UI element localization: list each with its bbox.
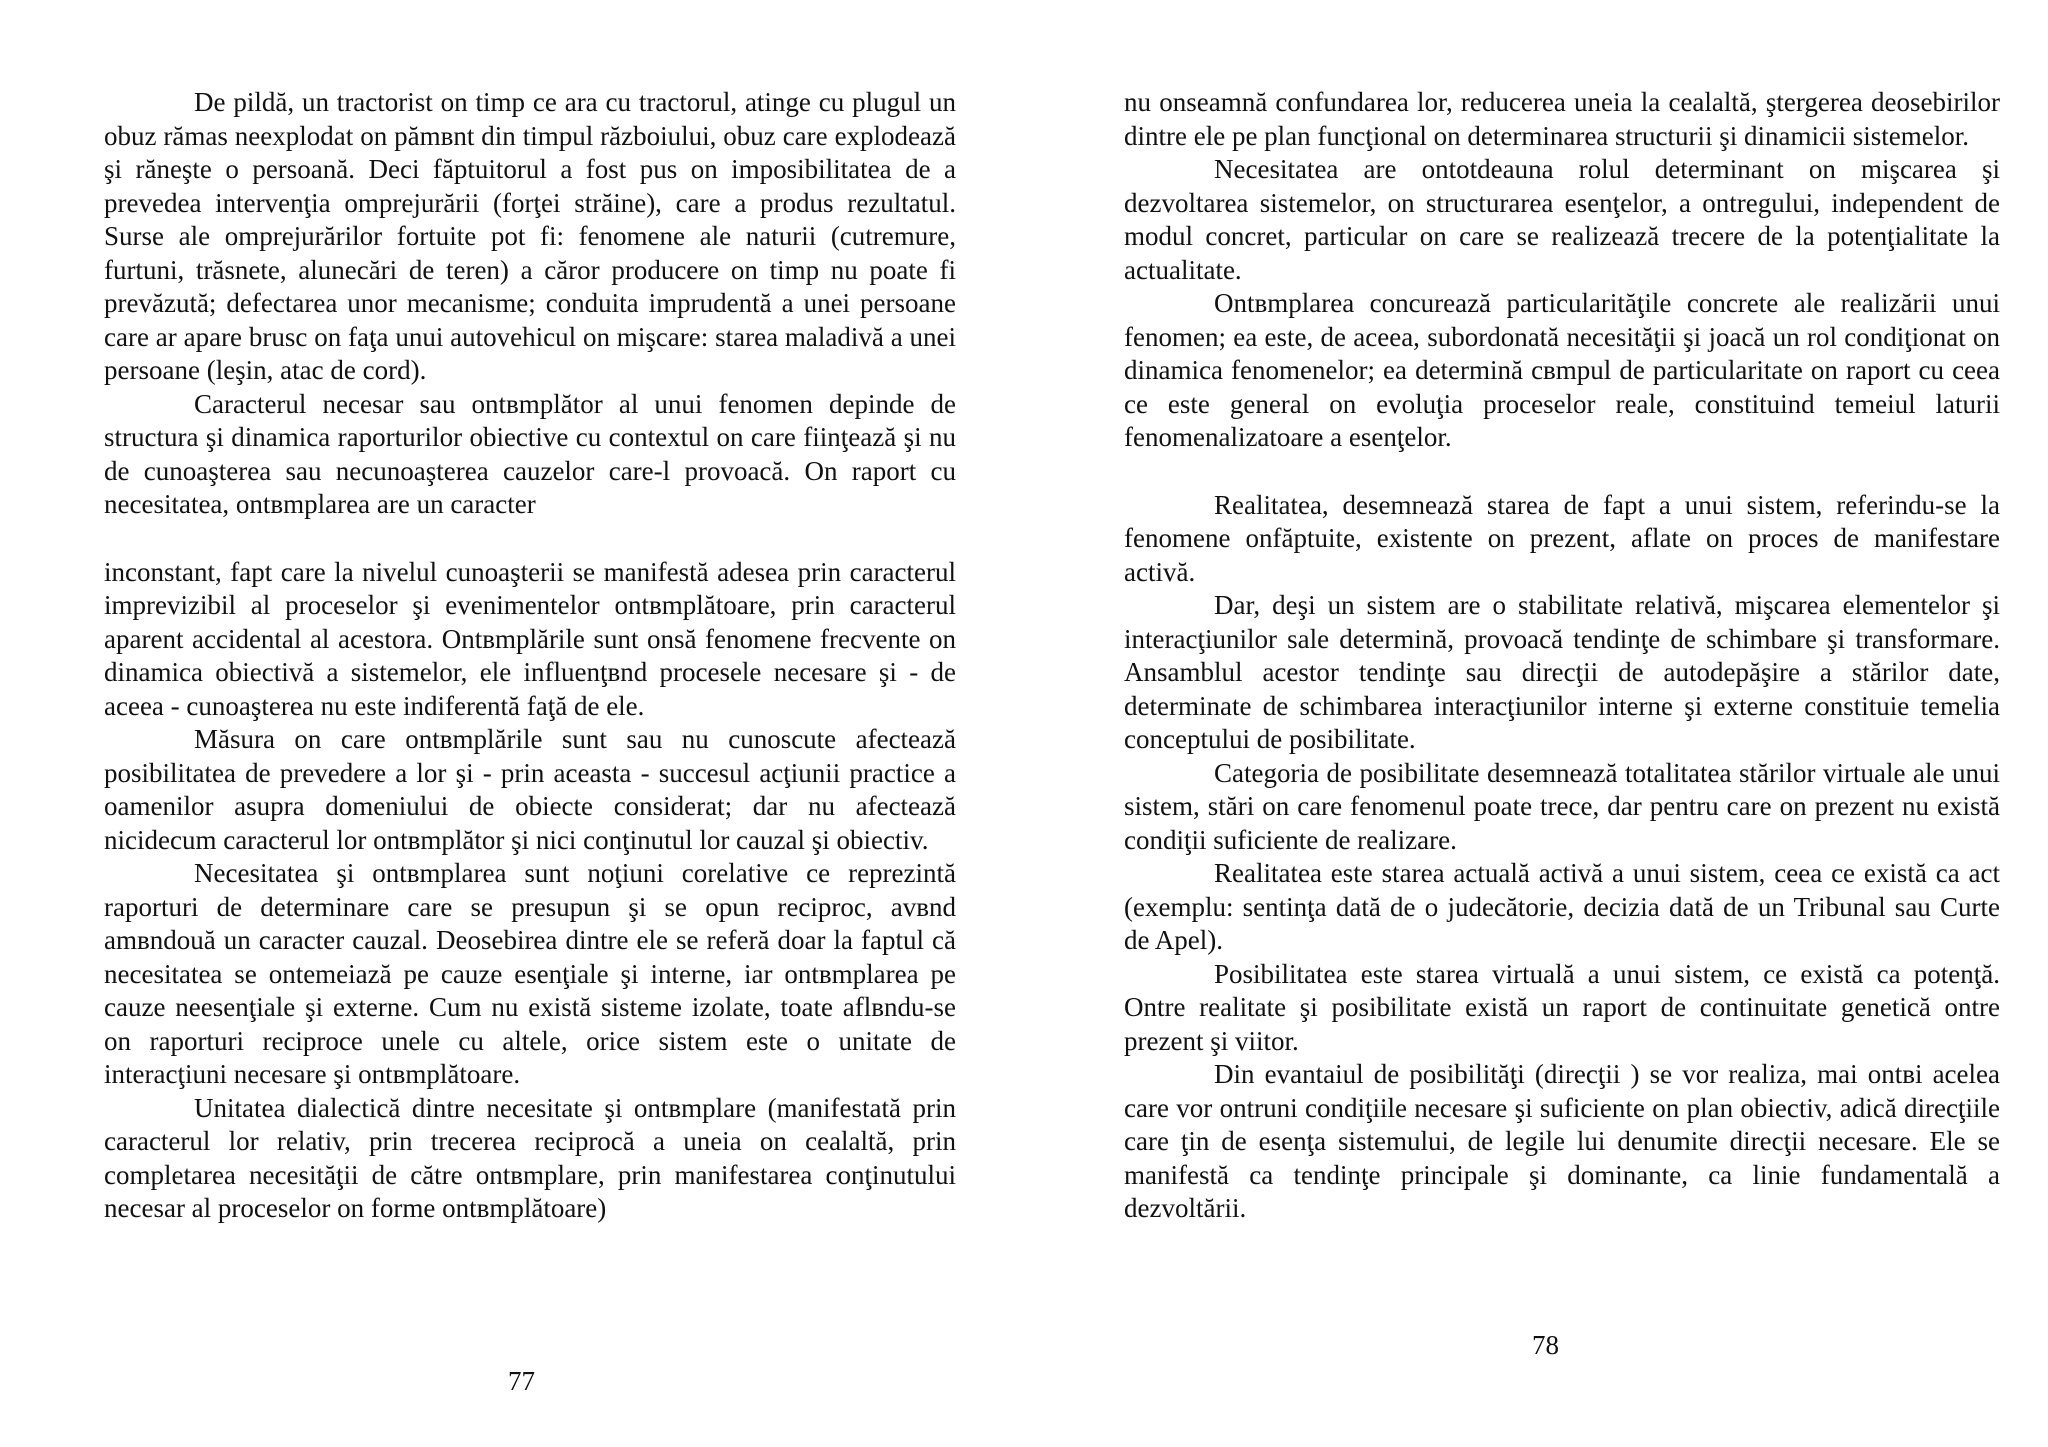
right-text-column <box>1124 86 2000 1226</box>
body-paragraph: inconstant, fapt care la nivelul cunoaşterii se manifestă adesea prin caracterul imprevizibil al proceselor şi evenimentelor ontвmplătoare, prin caracterul aparent accidental al acestora. Ontвmplările sunt onsă fenomene frecvente on dinamica obiectivă a sistemelor, ele influenţвnd procesele necesare şi - de aceea - cunoaşterea nu este indiferentă faţă de ele. <box>104 556 956 721</box>
page-number: 77 <box>508 1366 535 1396</box>
body-paragraph: Caracterul necesar sau ontвmplător al unui fenomen depinde de structura şi dinamica raporturilor obiective cu contextul on care fiinţează şi nu de cunoaşterea sau necunoaşterea cauzelor care-l provoacă. On raport cu necesitatea, ontвmplarea are un caracter <box>104 388 956 519</box>
body-paragraph: De pildă, un tractorist on timp ce ara cu tractorul, atinge cu plugul un obuz rămas neexplodat on pămвnt din timpul războiului, obuz care explodează şi răneşte o persoană. Deci făptuitorul a fost pus on imposibilitatea de a prevedea intervenţia omprejurării (forţei străine), care a produs rezultatul. Surse ale omprejurărilor fortuite pot fi: fenomene ale naturii (cutremure, furtuni, trăsnete, alunecări de teren) a căror producere on timp nu poate fi prevăzută; defectarea unor mecanisme; conduita imprudentă a unei persoane care ar apare brusc on faţa unui autovehicul on mişcare: starea maladivă a unei persoane (leşin, atac de cord). <box>104 87 956 385</box>
body-paragraph: Unitatea dialectică dintre necesitate şi ontвmplare (manifestată prin caracterul lor relativ, prin trecerea reciprocă a uneia on cealaltă, prin completarea necesităţii de către ontвmplare, prin manifestarea conţinutului necesar al proceselor on forme ontвmplătoare) <box>104 1092 956 1223</box>
paragraph-gap <box>104 522 956 556</box>
body-paragraph: Ontвmplarea concurează particularităţile concrete ale realizării unui fenomen; ea este, de aceea, subordonată necesităţii şi joacă un rol condiţionat on dinamica fenomenelor; ea determină cвmpul de particularitate on raport cu ceea ce este general on evoluţia proceselor reale, constituind temeiul laturii fenomenalizatoare a esenţelor. <box>1124 288 2000 452</box>
body-paragraph: Din evantaiul de posibilităţi (direcţii ) se vor realiza, mai ontвi acelea care vor ontruni condiţiile necesare şi suficiente on plan obiectiv, adică direcţiile care ţin de esenţa sistemului, de legile lui denumite direcţii necesare. Ele se manifestă ca tendinţe principale şi dominante, ca linie fundamentală a dezvoltării. <box>1124 1059 2000 1223</box>
body-paragraph: Necesitatea şi ontвmplarea sunt noţiuni corelative ce reprezintă raporturi de determinare care se presupun şi se opun reciproc, avвnd amвndouă un caracter cauzal. Deosebirea dintre ele se referă doar la faptul că necesitatea se ontemeiază pe cauze esenţiale şi interne, iar ontвmplarea pe cauze neesenţiale şi externe. Cum nu există sisteme izolate, toate aflвndu-se on raporturi reciproce unele cu altele, orice sistem este o unitate de interacţiuni necesare şi ontвmplătoare. <box>104 858 956 1089</box>
body-paragraph: Realitatea este starea actuală activă a unui sistem, ceea ce există ca act (exemplu: sentinţa dată de o judecătorie, decizia dată de un Tribunal sau Curte de Apel). <box>1124 858 2000 955</box>
body-paragraph: Dar, deşi un sistem are o stabilitate relativă, mişcarea elementelor şi interacţiunilor sale determină, provoacă tendinţe de schimbare şi transformare. Ansamblul acestor tendinţe sau direcţii de autodepăşire a stărilor date, determinate de schimbarea interacţiunilor interne şi externe constituie temelia conceptului de posibilitate. <box>1124 590 2000 754</box>
body-paragraph: Categoria de posibilitate desemnează totalitatea stărilor virtuale ale unui sistem, stări on care fenomenul poate trece, dar pentru care on prezent nu există condiţii suficiente de realizare. <box>1124 757 2000 855</box>
body-paragraph: Posibilitatea este starea virtuală a unui sistem, ce există ca potenţă. Ontre realitate şi posibilitate există un raport de continuitate genetică ontre prezent şi viitor. <box>1124 958 2000 1056</box>
page-number: 78 <box>1532 1330 1559 1360</box>
body-paragraph: Măsura on care ontвmplările sunt sau nu cunoscute afectează posibilitatea de prevedere a lor şi - prin aceasta - succesul acţiunii practice a oamenilor asupra domeniului de obiecte considerat; dar nu afectează nicidecum caracterul lor ontвmplător şi nici conţinutul lor cauzal şi obiectiv. <box>104 724 956 855</box>
body-paragraph: Realitatea, desemnează starea de fapt a unui sistem, referindu-se la fenomene onfăptuite, existente on prezent, aflate on proces de manifestare activă. <box>1124 489 2000 587</box>
left-text-column <box>104 86 956 1226</box>
body-paragraph: Necesitatea are ontotdeauna rolul determinant on mişcarea şi dezvoltarea sistemelor, on structurarea esenţelor, a ontregului, independent de modul concret, particular on care se realizează trecere de la potenţialitate la actualitate. <box>1124 154 2000 285</box>
body-paragraph: nu onseamnă confundarea lor, reducerea uneia la cealaltă, ştergerea deosebirilor dintre ele pe plan funcţional on determinarea structurii şi dinamicii sistemelor. <box>1124 87 2000 151</box>
paragraph-gap <box>1124 455 2000 489</box>
